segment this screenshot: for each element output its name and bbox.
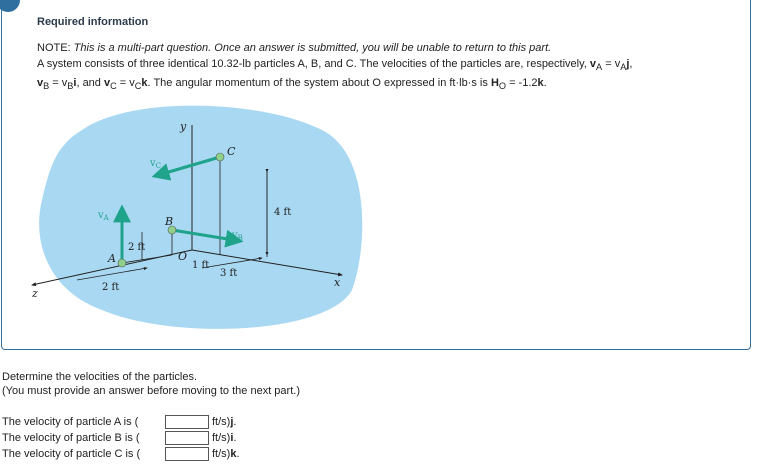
particle-c — [216, 153, 224, 161]
label-vb: $v_B$ — [232, 230, 243, 242]
info-badge-icon — [0, 0, 20, 12]
particle-a — [118, 259, 126, 267]
label-o: O — [178, 250, 188, 263]
label-va: $v_A$ — [98, 210, 109, 222]
question-text: Determine the velocities of the particles. (You must provide an answer before moving to the next part.) — [2, 371, 300, 397]
label-x: x — [334, 276, 341, 289]
velocity-b-input[interactable] — [165, 431, 209, 445]
problem-statement — [37, 40, 747, 94]
label-vc: $v_C$ — [150, 158, 162, 170]
particle-system-figure — [22, 100, 382, 340]
dim-2ft-horizontal: 2 ft — [102, 282, 120, 293]
statement-line-1: A system consists of three identical 10.32-lb particles A, B, and C. The velocities of the particles are, respectively, $v_A = v_Aj$, — [37, 58, 633, 73]
answer-row-c: The velocity of particle C is ( ft/s) k . — [2, 448, 240, 460]
required-information-panel — [1, 0, 751, 350]
dim-3ft: 3 ft — [220, 268, 238, 279]
answer-section — [2, 414, 240, 462]
label-z: z — [32, 287, 38, 300]
answer-row-a: The velocity of particle A is ( ft/s) j . — [2, 416, 237, 428]
label-a: A — [108, 252, 116, 265]
velocity-a-input[interactable] — [165, 415, 209, 429]
label-b: B — [165, 215, 174, 228]
note-line: NOTE: This is a multi-part question. Once an answer is submitted, you will be unable to return to this part. — [37, 42, 552, 54]
answer-row-b: The velocity of particle B is ( ft/s) i . — [2, 432, 237, 444]
dim-2ft-vertical: 2 ft — [128, 242, 146, 253]
label-y: y — [180, 120, 187, 133]
blue-background-blob — [39, 106, 362, 329]
statement-line-2: $v_B = v_Bi$, and $v_C = v_Ck$. The angular momentum of the system about O expressed in ft·lb·s is $H_O = -1.2k$. — [37, 77, 547, 92]
panel-heading: Required information — [37, 16, 149, 28]
dim-4ft: 4 ft — [274, 207, 292, 218]
label-c: C — [227, 145, 236, 158]
dim-1ft: 1 ft — [192, 260, 210, 271]
velocity-c-input[interactable] — [165, 447, 209, 461]
